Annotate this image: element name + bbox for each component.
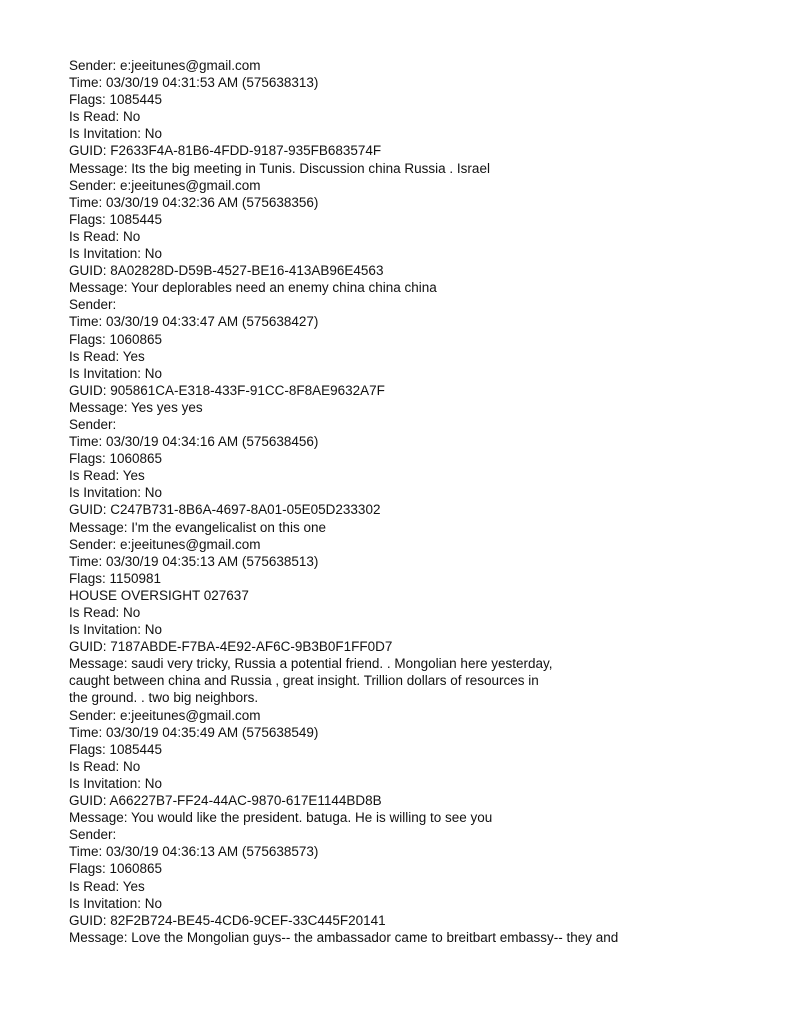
text-line: Message: Your deplorables need an enemy china china china <box>69 280 437 296</box>
text-line: GUID: 905861CA-E318-433F-91CC-8F8AE9632A7F <box>69 382 385 398</box>
text-line: Is Invitation: No <box>69 485 163 501</box>
text-line: Time: 03/30/19 04:35:49 AM (575638549) <box>69 724 319 740</box>
text-line: GUID: A66227B7-FF24-44AC-9870-617E1144BD8B <box>69 793 382 809</box>
text-line: Message: I'm the evangelicalist on this one <box>69 519 326 535</box>
text-line: Message: saudi very tricky, Russia a potential friend. . Mongolian here yesterday, <box>69 656 553 672</box>
text-line: Message: You would like the president. batuga. He is willing to see you <box>69 810 493 826</box>
text-line: Sender: e:jeeitunes@gmail.com <box>69 177 261 193</box>
text-line: Flags: 1085445 <box>69 741 163 757</box>
text-line: Sender: e:jeeitunes@gmail.com <box>69 536 261 552</box>
text-line: Is Invitation: No <box>69 775 163 791</box>
text-line: Sender: e:jeeitunes@gmail.com <box>69 58 261 73</box>
document-body <box>69 57 769 946</box>
text-line: Sender: <box>69 297 117 313</box>
text-line: Is Read: No <box>69 228 141 244</box>
text-line: Is Invitation: No <box>69 365 163 381</box>
text-line: Is Invitation: No <box>69 895 163 911</box>
text-line: caught between china and Russia , great insight. Trillion dollars of resources in <box>69 673 539 689</box>
text-line: Is Invitation: No <box>69 246 163 262</box>
text-line: Is Invitation: No <box>69 622 163 638</box>
text-line: Flags: 1060865 <box>69 331 163 347</box>
text-line: Is Read: No <box>69 109 141 125</box>
text-line: GUID: 7187ABDE-F7BA-4E92-AF6C-9B3B0F1FF0D7 <box>69 639 393 655</box>
text-line: Flags: 1150981 <box>69 570 162 586</box>
text-line: Flags: 1060865 <box>69 861 163 877</box>
text-line: Time: 03/30/19 04:32:36 AM (575638356) <box>69 194 319 210</box>
text-line: Message: Its the big meeting in Tunis. Discussion china Russia . Israel <box>69 160 490 176</box>
text-line: GUID: 8A02828D-D59B-4527-BE16-413AB96E4563 <box>69 263 384 279</box>
text-line: the ground. . two big neighbors. <box>69 690 259 706</box>
text-line: Is Invitation: No <box>69 126 163 142</box>
text-line: Flags: 1085445 <box>69 211 163 227</box>
text-line: GUID: C247B731-8B6A-4697-8A01-05E05D233302 <box>69 502 381 518</box>
text-line: Time: 03/30/19 04:36:13 AM (575638573) <box>69 844 319 860</box>
text-line: Is Read: No <box>69 605 141 620</box>
text-line: GUID: 82F2B724-BE45-4CD6-9CEF-33C445F20141 <box>69 912 386 928</box>
text-line: Flags: 1060865 <box>69 451 163 467</box>
text-line: GUID: F2633F4A-81B6-4FDD-9187-935FB683574F <box>69 143 382 159</box>
text-line: Sender: e:jeeitunes@gmail.com <box>69 707 261 723</box>
text-line: Is Read: Yes <box>69 348 145 364</box>
text-line: Time: 03/30/19 04:35:13 AM (575638513) <box>69 553 319 569</box>
text-line: Message: Love the Mongolian guys-- the ambassador came to breitbart embassy-- they and <box>69 929 619 945</box>
text-line: Time: 03/30/19 04:31:53 AM (575638313) <box>69 75 319 91</box>
text-line: Time: 03/30/19 04:33:47 AM (575638427) <box>69 314 319 330</box>
text-line: Time: 03/30/19 04:34:16 AM (575638456) <box>69 434 319 450</box>
text-line: Sender: <box>69 416 117 432</box>
text-line: Is Read: Yes <box>69 468 145 484</box>
text-line: Is Read: No <box>69 758 141 774</box>
text-line: HOUSE OVERSIGHT 027637 <box>69 587 249 603</box>
text-line: Is Read: Yes <box>69 878 145 894</box>
text-line: Sender: <box>69 827 117 843</box>
text-line: Message: Yes yes yes <box>69 399 203 415</box>
text-line: Flags: 1085445 <box>69 92 163 108</box>
